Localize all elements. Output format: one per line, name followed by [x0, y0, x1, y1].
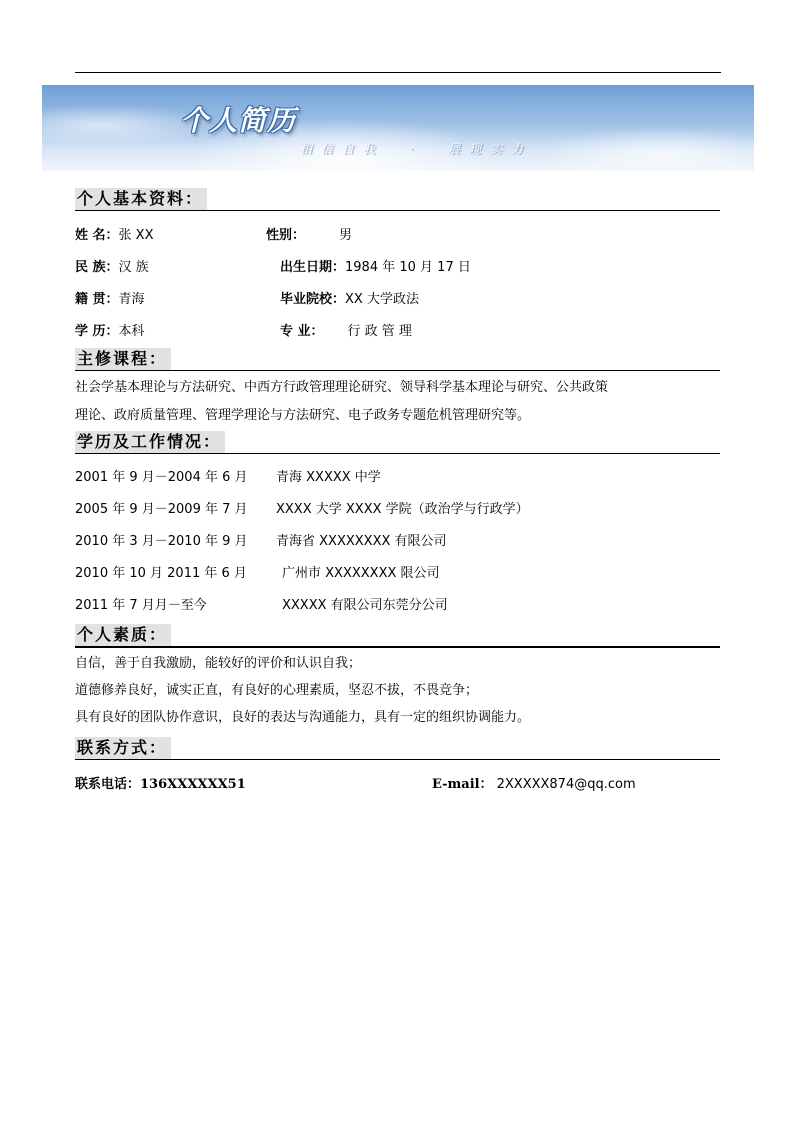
gender-label: 性别：	[266, 228, 306, 243]
quality-line: 具有良好的团队协作意识，良好的表达与沟通能力，具有一定的组织协调能力。	[75, 710, 531, 725]
phone-field	[75, 777, 246, 793]
history-period: 2010 年 3 月－2010 年 9 月	[75, 534, 248, 549]
name-field	[75, 228, 153, 244]
section-heading: 个人基本资料：	[75, 188, 207, 210]
section-basic-info	[75, 188, 720, 212]
gender-value: 男	[339, 228, 353, 243]
section-divider	[75, 646, 720, 648]
section-contact	[75, 737, 720, 761]
name-value: 张 XX	[118, 228, 154, 243]
course-line: 理论、政府质量管理、管理学理论与方法研究、电子政务专题危机管理研究等。	[75, 408, 531, 423]
major-label: 专 业：	[280, 324, 324, 339]
gender-field	[266, 228, 352, 244]
birthdate-label: 出生日期：	[280, 260, 346, 275]
header-banner	[42, 85, 754, 171]
history-period: 2001 年 9 月－2004 年 6 月	[75, 470, 248, 485]
ethnicity-value: 汉 族	[118, 260, 149, 275]
origin-value: 青海	[118, 292, 145, 307]
major-value: 行 政 管 理	[347, 324, 412, 339]
section-heading: 主修课程：	[75, 348, 171, 370]
course-line: 社会学基本理论与方法研究、中西方行政管理理论研究、领导科学基本理论与研究、公共政策	[75, 380, 609, 395]
section-courses	[75, 348, 720, 372]
school-field	[280, 292, 419, 308]
phone-label: 联系电话：	[75, 777, 141, 792]
education-field	[75, 324, 145, 340]
birthdate-field	[280, 260, 471, 276]
section-qualities	[75, 624, 720, 648]
history-period: 2011 年 7 月月－至今	[75, 598, 207, 613]
history-period: 2005 年 9 月－2009 年 7 月	[75, 502, 248, 517]
email-value: 2XXXXX874@qq.com	[496, 777, 636, 792]
school-value: XX 大学政法	[345, 292, 419, 307]
banner-slogan: 相信自我 · 展现实力	[300, 142, 533, 156]
origin-field	[75, 292, 145, 308]
history-entry	[75, 566, 247, 582]
section-heading: 学历及工作情况：	[75, 431, 225, 453]
section-divider	[75, 210, 720, 211]
section-divider	[75, 453, 720, 454]
history-period: 2010 年 10 月 2011 年 6 月	[75, 566, 247, 581]
name-label: 姓 名：	[75, 228, 119, 243]
history-place: 广州市 XXXXXXXX 限公司	[282, 566, 440, 581]
email-label: E-mail：	[432, 777, 493, 792]
education-value: 本科	[118, 324, 145, 339]
quality-line: 自信，善于自我激励，能较好的评价和认识自我；	[75, 656, 362, 671]
section-divider	[75, 759, 720, 760]
ethnicity-label: 民 族：	[75, 260, 119, 275]
history-place: XXXXX 有限公司东莞分公司	[282, 598, 448, 613]
history-place: XXXX 大学 XXXX 学院（政治学与行政学）	[276, 502, 529, 517]
history-place: 青海省 XXXXXXXX 有限公司	[276, 534, 447, 549]
education-label: 学 历：	[75, 324, 119, 339]
section-heading: 个人素质：	[75, 624, 171, 646]
phone-value: 136XXXXXX51	[140, 777, 246, 792]
section-history	[75, 431, 720, 455]
birthdate-value: 1984 年 10 月 17 日	[345, 260, 471, 275]
history-entry	[75, 598, 207, 614]
school-label: 毕业院校：	[280, 292, 346, 307]
history-place: 青海 XXXXX 中学	[276, 470, 381, 485]
top-divider	[75, 72, 721, 73]
major-field	[280, 324, 412, 340]
email-field	[432, 777, 636, 793]
history-entry	[75, 470, 248, 486]
history-entry	[75, 502, 248, 518]
section-divider	[75, 370, 720, 371]
resume-title: 个人简历	[180, 104, 297, 137]
history-entry	[75, 534, 248, 550]
section-heading: 联系方式：	[75, 737, 171, 759]
ethnicity-field	[75, 260, 149, 276]
origin-label: 籍 贯：	[75, 292, 119, 307]
quality-line: 道德修养良好，诚实正直，有良好的心理素质，坚忍不拔，不畏竞争；	[75, 683, 479, 698]
